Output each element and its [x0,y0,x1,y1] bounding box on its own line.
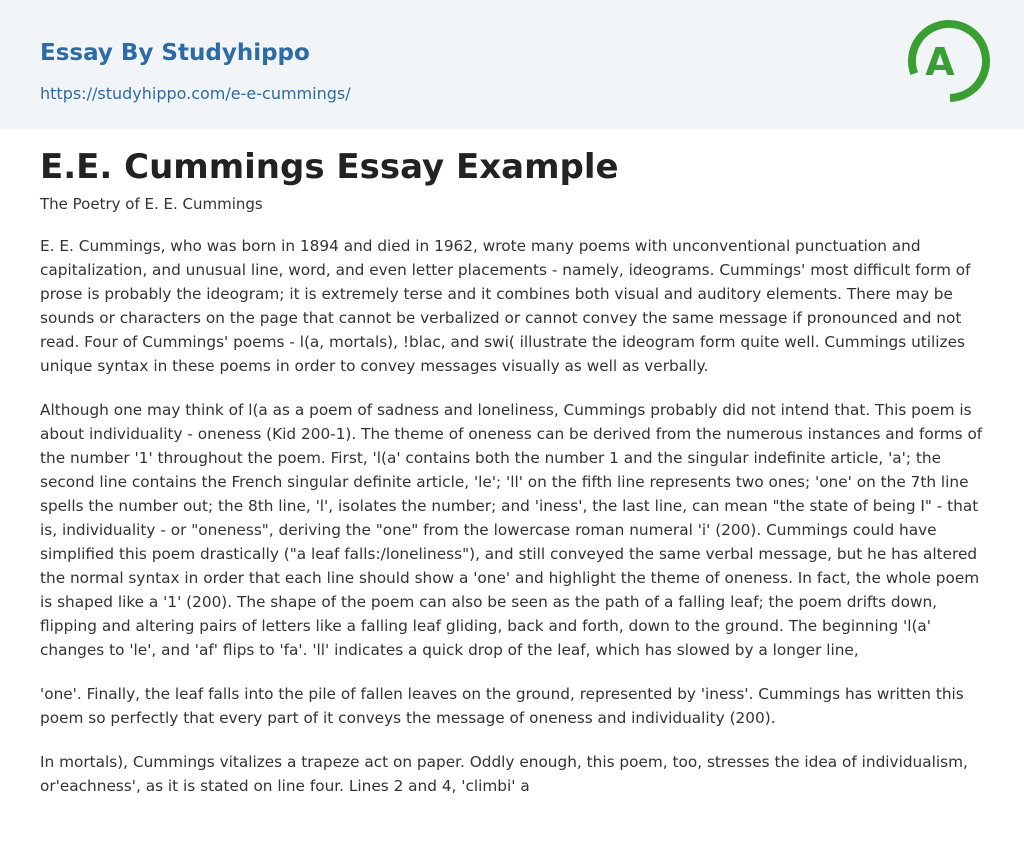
essay-paragraph: 'one'. Finally, the leaf falls into the pile of fallen leaves on the ground, represented by 'iness'. Cummings has written this poem so perfectly that every part of it conveys the message of oneness and individuality (200). [40,685,964,727]
essay-subtitle: The Poetry of E. E. Cummings [40,195,263,213]
essay-body [40,234,984,798]
essay-paragraph: Although one may think of l(a as a poem of sadness and loneliness, Cummings probably did not intend that. This poem is about individuality - oneness (Kid 200-1). The theme of oneness can be derived from the numerous instances and forms of the number '1' throughout the poem. First, 'l(a' contains both the number 1 and the singular indefinite article, 'a'; the second line contains the French singular definite article, 'le'; 'll' on the fifth line represents two ones; 'one' on the 7th line spells the number out; the 8th line, 'l', isolates the number; and 'iness', the last line, can mean "the state of being I" - that is, individuality - or "oneness", deriving the "one" from the lowercase roman numeral 'i' (200). Cummings could have simplified this poem drastically ("a leaf falls:/loneliness"), and still conveyed the same verbal message, but he has altered the normal syntax in order that each line should show a 'one' and highlight the theme of oneness. In fact, the whole poem is shaped like a '1' (200). The shape of the poem can also be seen as the path of a falling leaf; the poem drifts down, flipping and altering pairs of letters like a falling leaf gliding, back and forth, down to the ground. The beginning 'l(a' changes to 'le', and 'af' flips to 'fa'. 'll' indicates a quick drop of the leaf, which has slowed by a longer line, [40,401,983,659]
essay-content [40,140,984,798]
essay-paragraph: In mortals), Cummings vitalizes a trapeze act on paper. Oddly enough, this poem, too, stresses the idea of individualism, or'eachness', as it is stated on line four. Lines 2 and 4, 'climbi' a [40,753,968,795]
page-title: E.E. Cummings Essay Example [40,147,619,187]
brand-title[interactable]: Essay By Studyhippo [40,40,310,66]
logo-letter: A [925,40,955,84]
essay-paragraph: E. E. Cummings, who was born in 1894 and died in 1962, wrote many poems with unconventional punctuation and capitalization, and unusual line, word, and even letter placements - namely, ideograms. Cummings' most difficult form of prose is probably the ideogram; it is extremely terse and it combines both visual and auditory elements. There may be sounds or characters on the page that cannot be verbalized or cannot convey the same message if pronounced and not read. Four of Cummings' poems - l(a, mortals), !blac, and swi( illustrate the ideogram form quite well. Cummings utilizes unique syntax in these poems in order to convey messages visually as well as verbally. [40,237,971,375]
circle-a-logo[interactable] [906,18,992,104]
source-url-link[interactable]: https://studyhippo.com/e-e-cummings/ [40,84,351,103]
site-header [0,0,1024,129]
